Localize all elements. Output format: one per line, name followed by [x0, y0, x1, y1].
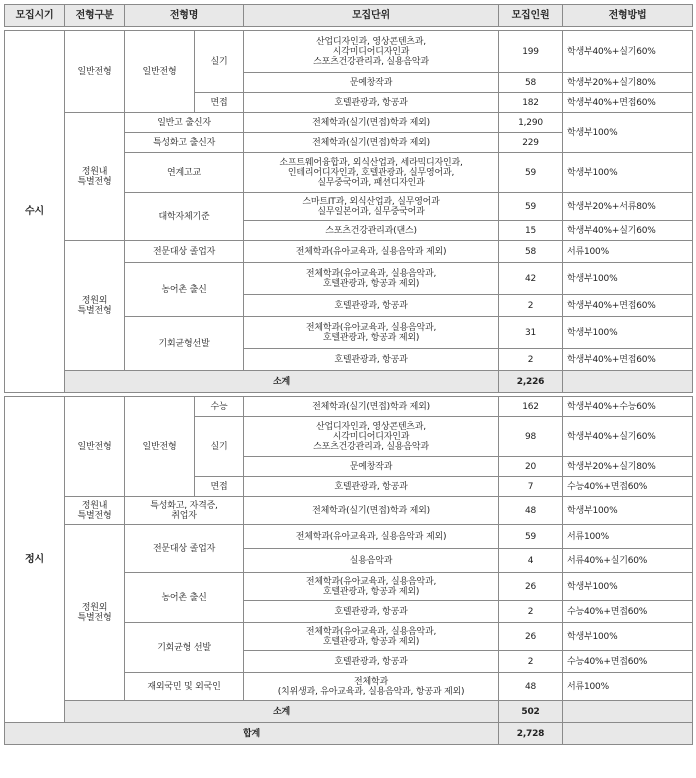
count-cell: 2	[499, 349, 563, 371]
method-cell: 학생부40%+수능60%	[563, 397, 693, 417]
count-cell: 26	[499, 623, 563, 651]
table-row	[5, 497, 693, 525]
unit-cell: 전체학과(실기(면접)학과 제외)	[244, 133, 499, 153]
unit-cell: 전체학과(유아교육과, 실용음악과 제외)	[244, 525, 499, 549]
subtotal-row	[5, 371, 693, 393]
season-susi: 수시	[5, 31, 65, 393]
name-cell: 재외국민 및 외국인	[125, 673, 244, 701]
table-row	[5, 31, 693, 73]
count-cell: 15	[499, 221, 563, 241]
count-cell: 59	[499, 153, 563, 193]
unit-cell: 전체학과(실기(면접)학과 제외)	[244, 497, 499, 525]
method-cell: 수능40%+면접60%	[563, 601, 693, 623]
name-cell: 대학자체기준	[125, 193, 244, 241]
table-row	[5, 397, 693, 417]
count-cell: 20	[499, 457, 563, 477]
method-cell: 학생부100%	[563, 317, 693, 349]
method-cell: 학생부20%+서류80%	[563, 193, 693, 221]
unit-cell: 호텔관광과, 항공과	[244, 349, 499, 371]
method-cell: 수능40%+면접60%	[563, 651, 693, 673]
admission-table	[4, 4, 693, 745]
method-cell: 학생부100%	[563, 113, 693, 153]
unit-cell: 전체학과(실기(면접)학과 제외)	[244, 113, 499, 133]
unit-cell: 호텔관광과, 항공과	[244, 93, 499, 113]
count-cell: 48	[499, 497, 563, 525]
unit-cell: 전체학과(유아교육과, 실용음악과, 호텔관광과, 항공과 제외)	[244, 573, 499, 601]
count-cell: 58	[499, 241, 563, 263]
unit-cell: 호텔관광과, 항공과	[244, 651, 499, 673]
count-cell: 59	[499, 525, 563, 549]
count-cell: 2	[499, 601, 563, 623]
name-cell: 기회균형선발	[125, 317, 244, 371]
count-cell: 98	[499, 417, 563, 457]
total-value: 2,728	[499, 723, 563, 745]
method-cell: 학생부40%+실기60%	[563, 417, 693, 457]
unit-cell: 전체학과(실기(면접)학과 제외)	[244, 397, 499, 417]
count-cell: 31	[499, 317, 563, 349]
method-cell: 학생부100%	[563, 573, 693, 601]
subtotal-label: 소계	[65, 371, 499, 393]
subtype-cell: 실기	[195, 31, 244, 93]
subtotal-blank	[563, 371, 693, 393]
method-cell: 서류100%	[563, 525, 693, 549]
table-row	[5, 241, 693, 263]
unit-cell: 전체학과(유아교육과, 실용음악과, 호텔관광과, 항공과 제외)	[244, 623, 499, 651]
category-cell: 일반전형	[65, 397, 125, 497]
count-cell: 42	[499, 263, 563, 295]
method-cell: 서류100%	[563, 673, 693, 701]
unit-cell: 소프트웨어융합과, 외식산업과, 세라믹디자인과, 인테리어디자인과, 호텔관광과, 실무영어과, 실무중국어과, 패션디자인과	[244, 153, 499, 193]
subtotal-value: 2,226	[499, 371, 563, 393]
unit-cell: 호텔관광과, 항공과	[244, 601, 499, 623]
unit-cell: 문예창작과	[244, 73, 499, 93]
total-label: 합계	[5, 723, 499, 745]
unit-cell: 실용음악과	[244, 549, 499, 573]
method-cell: 서류40%+실기60%	[563, 549, 693, 573]
method-cell: 수능40%+면접60%	[563, 477, 693, 497]
unit-cell: 전체학과(유아교육과, 실용음악과 제외)	[244, 241, 499, 263]
unit-cell: 산업디자인과, 영상콘텐츠과, 시각미디어디자인과 스포츠건강관리과, 실용음악과	[244, 417, 499, 457]
method-cell: 학생부40%+면접60%	[563, 295, 693, 317]
header-name: 전형명	[125, 5, 244, 27]
count-cell: 182	[499, 93, 563, 113]
unit-cell: 스포츠건강관리과(댄스)	[244, 221, 499, 241]
name-cell: 일반고 출신자	[125, 113, 244, 133]
subtype-cell: 실기	[195, 417, 244, 477]
method-cell: 학생부100%	[563, 153, 693, 193]
header-method: 전형방법	[563, 5, 693, 27]
total-row	[5, 723, 693, 745]
subtotal-row	[5, 701, 693, 723]
count-cell: 2	[499, 651, 563, 673]
method-cell: 학생부20%+실기80%	[563, 457, 693, 477]
category-cell: 일반전형	[65, 31, 125, 113]
table-row	[5, 525, 693, 549]
method-cell: 학생부100%	[563, 497, 693, 525]
name-cell: 특성화고 출신자	[125, 133, 244, 153]
header-unit: 모집단위	[244, 5, 499, 27]
name-cell: 일반전형	[125, 31, 195, 113]
subtype-cell: 면접	[195, 93, 244, 113]
unit-cell: 산업디자인과, 영상콘텐츠과, 시각미디어디자인과 스포츠건강관리과, 실용음악과	[244, 31, 499, 73]
method-cell: 학생부100%	[563, 263, 693, 295]
name-cell: 농어촌 출신	[125, 263, 244, 317]
header-count: 모집인원	[499, 5, 563, 27]
method-cell: 학생부40%+실기60%	[563, 31, 693, 73]
count-cell: 7	[499, 477, 563, 497]
count-cell: 229	[499, 133, 563, 153]
name-cell: 전문대상 졸업자	[125, 241, 244, 263]
category-cell: 정원외 특별전형	[65, 525, 125, 701]
count-cell: 1,290	[499, 113, 563, 133]
category-cell: 정원내 특별전형	[65, 497, 125, 525]
count-cell: 48	[499, 673, 563, 701]
name-cell: 전문대상 졸업자	[125, 525, 244, 573]
name-cell: 기회균형 선발	[125, 623, 244, 673]
method-cell: 학생부40%+실기60%	[563, 221, 693, 241]
table-row	[5, 113, 693, 133]
unit-cell: 스마트IT과, 외식산업과, 실무영어과 실무일본어과, 실무중국어과	[244, 193, 499, 221]
header-category: 전형구분	[65, 5, 125, 27]
name-cell: 농어촌 출신	[125, 573, 244, 623]
method-cell: 학생부40%+면접60%	[563, 93, 693, 113]
count-cell: 4	[499, 549, 563, 573]
unit-cell: 호텔관광과, 항공과	[244, 477, 499, 497]
header-row	[5, 5, 693, 27]
header-period: 모집시기	[5, 5, 65, 27]
subtotal-label: 소계	[65, 701, 499, 723]
count-cell: 199	[499, 31, 563, 73]
method-cell: 학생부100%	[563, 623, 693, 651]
subtotal-blank	[563, 701, 693, 723]
method-cell: 학생부40%+면접60%	[563, 349, 693, 371]
unit-cell: 전체학과(유아교육과, 실용음악과, 호텔관광과, 항공과 제외)	[244, 317, 499, 349]
count-cell: 2	[499, 295, 563, 317]
unit-cell: 문예창작과	[244, 457, 499, 477]
count-cell: 58	[499, 73, 563, 93]
subtype-cell: 면접	[195, 477, 244, 497]
subtype-cell: 수능	[195, 397, 244, 417]
unit-cell: 전체학과(유아교육과, 실용음악과, 호텔관광과, 항공과 제외)	[244, 263, 499, 295]
count-cell: 26	[499, 573, 563, 601]
method-cell: 서류100%	[563, 241, 693, 263]
count-cell: 162	[499, 397, 563, 417]
category-cell: 정원내 특별전형	[65, 113, 125, 241]
name-cell: 특성화고, 자격증, 취업자	[125, 497, 244, 525]
unit-cell: 전체학과 (치위생과, 유아교육과, 실용음악과, 항공과 제외)	[244, 673, 499, 701]
name-cell: 일반전형	[125, 397, 195, 497]
subtotal-value: 502	[499, 701, 563, 723]
category-cell: 정원외 특별전형	[65, 241, 125, 371]
name-cell: 연계고교	[125, 153, 244, 193]
total-blank	[563, 723, 693, 745]
method-cell: 학생부20%+실기80%	[563, 73, 693, 93]
unit-cell: 호텔관광과, 항공과	[244, 295, 499, 317]
season-jeongsi: 정시	[5, 397, 65, 723]
count-cell: 59	[499, 193, 563, 221]
